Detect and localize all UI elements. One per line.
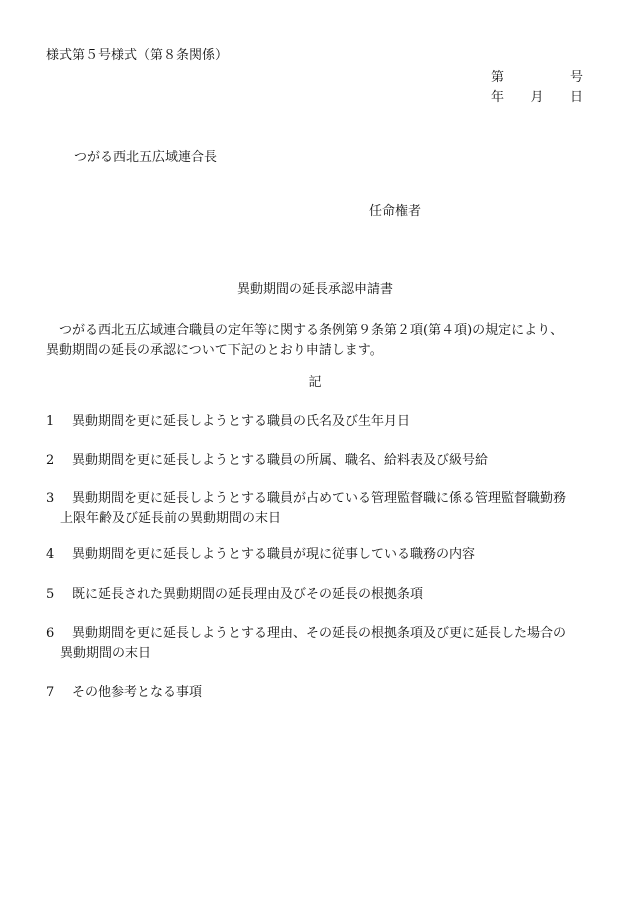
item-text: 異動期間を更に延長しようとする理由、その延長の根拠条項及び更に延長した場合の bbox=[72, 626, 567, 641]
form-label: 様式第５号様式（第８条関係） bbox=[46, 48, 229, 63]
item-number: 5 bbox=[46, 587, 55, 602]
date-line bbox=[491, 91, 583, 104]
item-number: 1 bbox=[46, 414, 55, 429]
item-text: 異動期間を更に延長しようとする職員が現に従事している職務の内容 bbox=[72, 547, 476, 562]
list-item bbox=[46, 683, 591, 703]
number-prefix: 第 bbox=[491, 70, 505, 85]
date-month: 月 bbox=[530, 90, 544, 105]
item-continuation: 上限年齢及び延長前の異動期間の末日 bbox=[60, 511, 282, 526]
item-number: 6 bbox=[46, 626, 55, 641]
item-continuation: 異動期間の末日 bbox=[60, 646, 152, 661]
number-suffix: 号 bbox=[569, 70, 583, 85]
body-paragraph bbox=[46, 321, 586, 361]
addressee: つがる西北五広域連合長 bbox=[74, 150, 218, 165]
list-item bbox=[46, 451, 591, 471]
list-item bbox=[46, 412, 591, 432]
item-text: 既に延長された異動期間の延長理由及びその延長の根拠条項 bbox=[72, 587, 424, 602]
body-line-1: つがる西北五広域連合職員の定年等に関する条例第９条第２項(第４項)の規定により、 bbox=[59, 323, 564, 338]
date-year: 年 bbox=[491, 90, 505, 105]
item-number: 7 bbox=[46, 685, 55, 700]
list-item bbox=[46, 489, 591, 529]
document-title: 異動期間の延長承認申請書 bbox=[236, 282, 393, 297]
list-item bbox=[46, 585, 591, 605]
appointer: 任命権者 bbox=[369, 204, 422, 219]
item-text: 異動期間を更に延長しようとする職員が占めている管理監督職に係る管理監督職勤務 bbox=[72, 491, 567, 506]
record-heading: 記 bbox=[308, 375, 322, 390]
item-text: その他参考となる事項 bbox=[72, 685, 203, 700]
document-number-line bbox=[491, 71, 583, 84]
list-item bbox=[46, 624, 591, 664]
item-number: 4 bbox=[46, 547, 55, 562]
list-item bbox=[46, 545, 591, 565]
item-text: 異動期間を更に延長しようとする職員の所属、職名、給料表及び級号給 bbox=[72, 453, 489, 468]
item-number: 2 bbox=[46, 453, 55, 468]
item-number: 3 bbox=[46, 491, 55, 506]
body-line-2: 異動期間の延長の承認について下記のとおり申請します。 bbox=[46, 343, 383, 358]
date-day: 日 bbox=[569, 90, 583, 105]
item-text: 異動期間を更に延長しようとする職員の氏名及び生年月日 bbox=[72, 414, 411, 429]
